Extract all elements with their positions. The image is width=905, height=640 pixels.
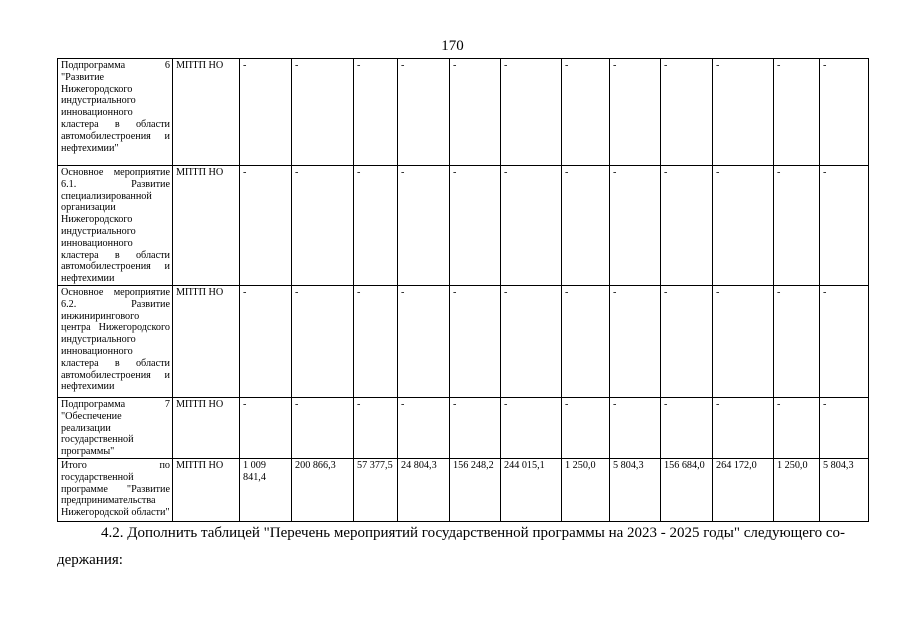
value-cell: - [354, 166, 398, 286]
value-cell: - [562, 397, 610, 458]
value-cell: 200 866,3 [292, 458, 354, 521]
paragraph-text: 4.2. Дополнить таблицей "Перечень мероприятий государственной программы на 2023 - 2025 годы" следующего со- [101, 525, 846, 541]
value-cell: - [398, 397, 450, 458]
row-name-cell: Подпрограмма 7 "Обеспечение реализации государственной программы" [58, 397, 173, 458]
value-cell: - [661, 166, 713, 286]
executor-cell: МПТП НО [173, 166, 240, 286]
value-cell: - [354, 59, 398, 166]
value-cell: - [398, 166, 450, 286]
value-cell: - [501, 166, 562, 286]
value-cell: - [354, 397, 398, 458]
row-name-cell: Основное мероприятие 6.1. Развитие специализированной организации Нижегородского индустриального инновационного кластера в области автомобилестроения и нефтехимии [58, 166, 173, 286]
value-cell: - [610, 166, 661, 286]
value-cell: - [292, 285, 354, 397]
value-cell: - [562, 285, 610, 397]
table-row [58, 166, 869, 286]
executor-cell: МПТП НО [173, 285, 240, 397]
value-cell: - [292, 59, 354, 166]
value-cell: 57 377,5 [354, 458, 398, 521]
value-cell: - [774, 397, 820, 458]
value-cell: - [292, 397, 354, 458]
table-row [58, 285, 869, 397]
value-cell: 5 804,3 [820, 458, 869, 521]
value-cell: - [501, 59, 562, 166]
value-cell: - [240, 59, 292, 166]
value-cell: - [774, 59, 820, 166]
value-cell: 24 804,3 [398, 458, 450, 521]
value-cell: - [820, 59, 869, 166]
executor-cell: МПТП НО [173, 397, 240, 458]
value-cell: - [661, 59, 713, 166]
table-row [58, 59, 869, 166]
value-cell: - [713, 166, 774, 286]
program-table [57, 58, 869, 522]
value-cell: - [820, 397, 869, 458]
value-cell: - [713, 285, 774, 397]
row-name-cell: Основное мероприятие 6.2. Развитие инжинирингового центра Нижегородского индустриального инновационного кластера в области автомобилестроения и нефтехимии [58, 285, 173, 397]
row-name-cell: Итого по государственной программе "Развитие предпринимательства Нижегородской области" [58, 458, 173, 521]
value-cell: 1 250,0 [774, 458, 820, 521]
value-cell: 1 250,0 [562, 458, 610, 521]
value-cell: - [354, 285, 398, 397]
value-cell: - [774, 285, 820, 397]
value-cell: 244 015,1 [501, 458, 562, 521]
value-cell: 1 009 841,4 [240, 458, 292, 521]
value-cell: - [562, 166, 610, 286]
value-cell: - [661, 285, 713, 397]
value-cell: - [610, 285, 661, 397]
value-cell: - [562, 59, 610, 166]
value-cell: - [240, 166, 292, 286]
paragraph-continuation: держания: [57, 552, 123, 568]
value-cell: - [661, 397, 713, 458]
value-cell: - [610, 59, 661, 166]
value-cell: - [501, 285, 562, 397]
value-cell: 156 684,0 [661, 458, 713, 521]
value-cell: - [450, 285, 501, 397]
value-cell: - [292, 166, 354, 286]
value-cell: - [774, 166, 820, 286]
value-cell: - [713, 59, 774, 166]
value-cell: - [450, 59, 501, 166]
value-cell: - [398, 59, 450, 166]
value-cell: - [501, 397, 562, 458]
value-cell: - [398, 285, 450, 397]
value-cell: - [240, 285, 292, 397]
value-cell: - [713, 397, 774, 458]
row-name-cell: Подпрограмма 6 "Развитие Нижегородского индустриального инновационного кластера в области автомобилестроения и нефтехимии" [58, 59, 173, 166]
value-cell: 156 248,2 [450, 458, 501, 521]
value-cell: - [450, 166, 501, 286]
table-row [58, 458, 869, 521]
executor-cell: МПТП НО [173, 59, 240, 166]
executor-cell: МПТП НО [173, 458, 240, 521]
value-cell: 264 172,0 [713, 458, 774, 521]
value-cell: - [450, 397, 501, 458]
value-cell: - [820, 285, 869, 397]
page-number: 170 [441, 38, 464, 54]
value-cell: - [240, 397, 292, 458]
table-row [58, 397, 869, 458]
value-cell: - [610, 397, 661, 458]
value-cell: - [820, 166, 869, 286]
value-cell: 5 804,3 [610, 458, 661, 521]
